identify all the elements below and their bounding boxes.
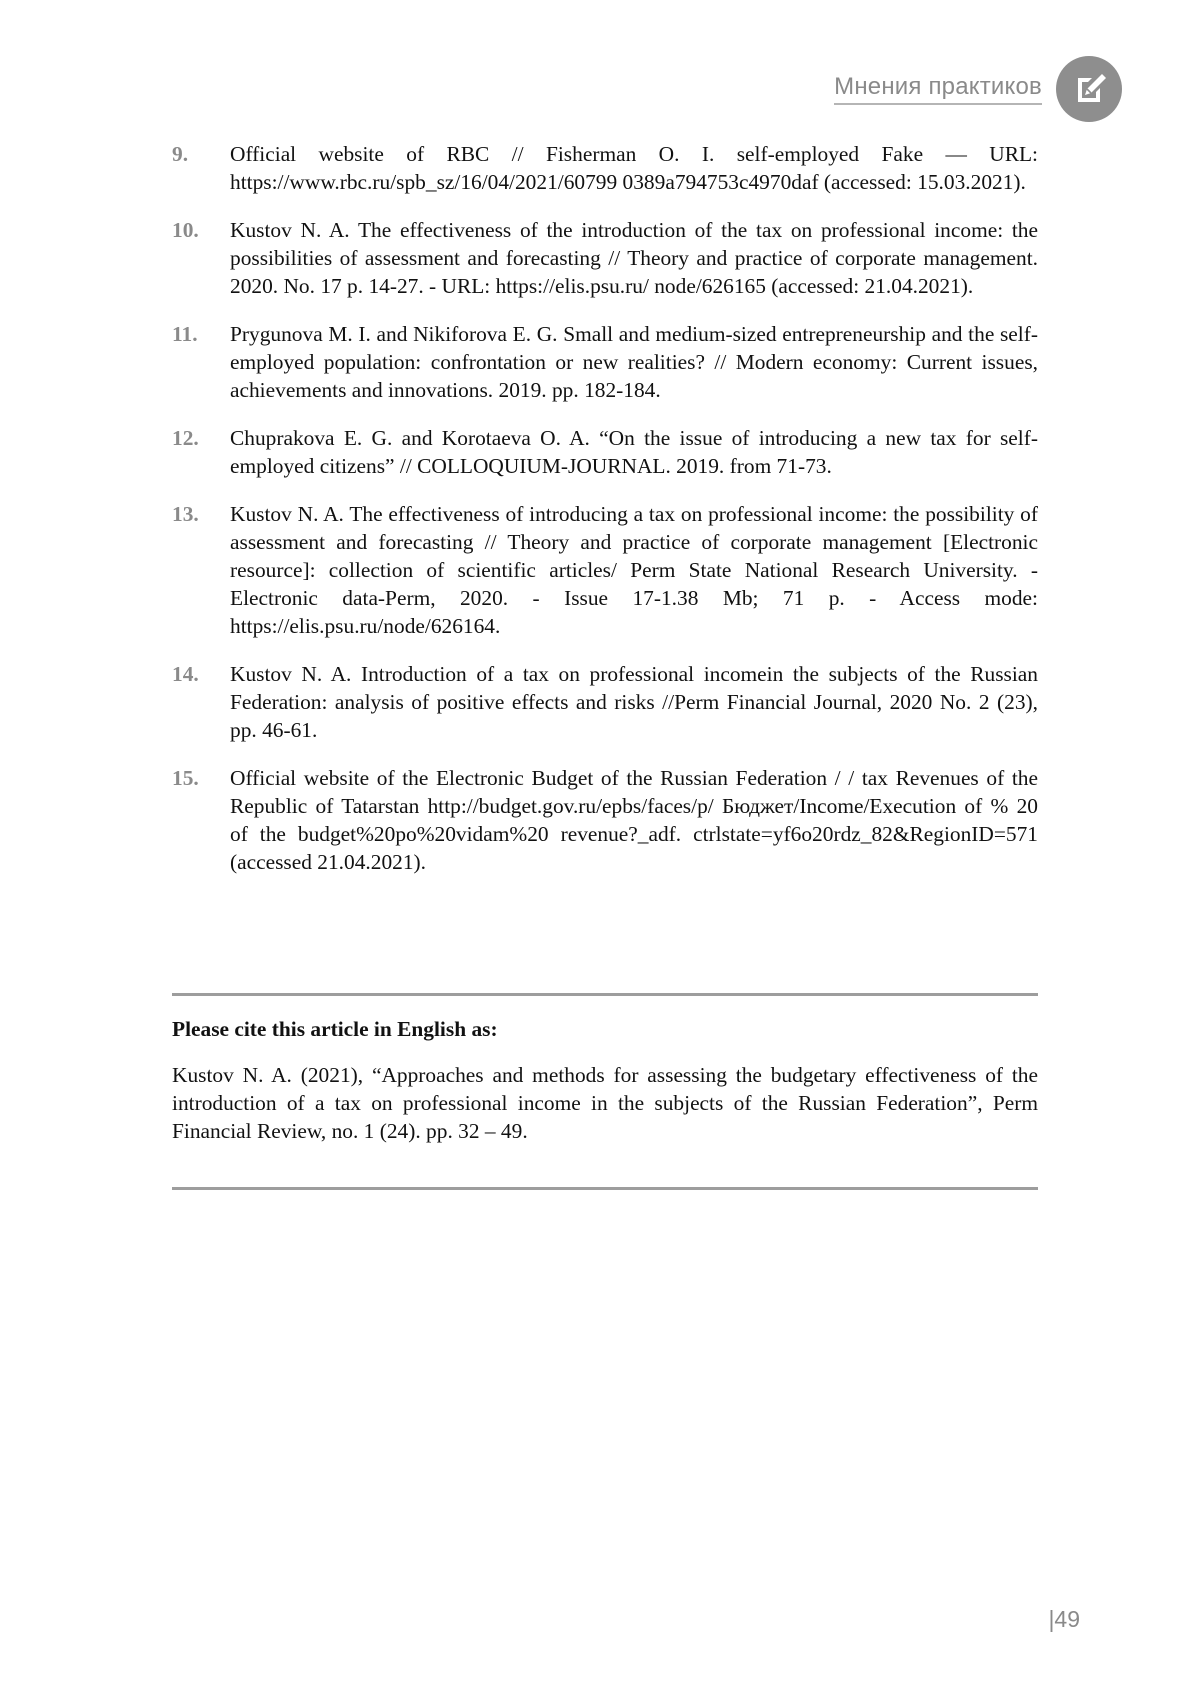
section-title: Мнения практиков (834, 73, 1042, 105)
reference-item (172, 660, 1038, 744)
reference-text: Chuprakova E. G. and Korotaeva O. A. “On the issue of introducing a new tax for self-employed citizens” // COLLOQUIUM-JOURNAL. 2019. from 71-73. (230, 426, 1038, 478)
reference-item (172, 320, 1038, 404)
citation-heading: Please cite this article in English as: (172, 1017, 498, 1041)
page-number: |49 (1048, 1606, 1080, 1632)
reference-text: Kustov N. A. The effectiveness of the introduction of the tax on professional income: the possibilities of assessment and forecasting // Theory and practice of corporate management. 2020. No. 17 p. 14-27. - URL: https://elis.psu.ru/ node/626165 (accessed: 21.04.2021). (230, 218, 1038, 298)
reference-text: Official website of RBC // Fisherman O. I. self-employed Fake — URL: https://www.rbc.ru/spb_sz/16/04/2021/60799 0389a794753c4970daf (accessed: 15.03.2021). (230, 142, 1038, 194)
reference-text: Prygunova M. I. and Nikiforova E. G. Small and medium-sized entrepreneurship and the self-employed population: confrontation or new realities? // Modern economy: Current issues, achievements and innovations. 2019. pp. 182-184. (230, 322, 1038, 402)
edit-note-icon-graphic (1069, 69, 1109, 109)
reference-number: 11. (172, 322, 198, 346)
reference-item (172, 764, 1038, 876)
reference-number: 9. (172, 142, 189, 166)
reference-number: 12. (172, 426, 199, 450)
reference-text: Kustov N. A. Introduction of a tax on professional incomein the subjects of the Russian Federation: analysis of positive effects and risks //Perm Financial Journal, 2020 No. 2 (23), pp. 46-61. (230, 662, 1038, 742)
reference-number: 14. (172, 662, 199, 686)
reference-item (172, 140, 1038, 196)
reference-number: 10. (172, 218, 199, 242)
reference-item (172, 424, 1038, 480)
page-header (834, 56, 1122, 122)
reference-text: Kustov N. A. The effectiveness of introducing a tax on professional income: the possibility of assessment and forecasting // Theory and practice of corporate management [Electronic resource]: collection of scientific articles/ Perm State National Research University. - Electronic data-Perm, 2020. - Issue 17-1.38 Mb; 71 p. - Access mode: https://elis.psu.ru/node/626164. (230, 502, 1038, 638)
divider-bottom (172, 1187, 1038, 1190)
reference-number: 15. (172, 766, 199, 790)
reference-number: 13. (172, 502, 199, 526)
reference-list (172, 140, 1038, 896)
citation-text: Kustov N. A. (2021), “Approaches and methods for assessing the budgetary effectiveness of the introduction of a tax on professional income in the subjects of the Russian Federation”, Perm Financial Review, no. 1 (24). pp. 32 – 49. (172, 1063, 1038, 1143)
edit-note-icon (1056, 56, 1122, 122)
reference-item (172, 500, 1038, 640)
reference-item (172, 216, 1038, 300)
reference-text: Official website of the Electronic Budget of the Russian Federation / / tax Revenues of the Republic of Tatarstan http://budget.gov.ru/epbs/faces/p/ Бюджет/Income/Execution of % 20 of the budget%20po%20vidam%20 revenue?_adf. ctrlstate=yf6o20rdz_82&RegionID=571 (accessed 21.04.2021). (230, 766, 1038, 874)
divider-top (172, 993, 1038, 996)
